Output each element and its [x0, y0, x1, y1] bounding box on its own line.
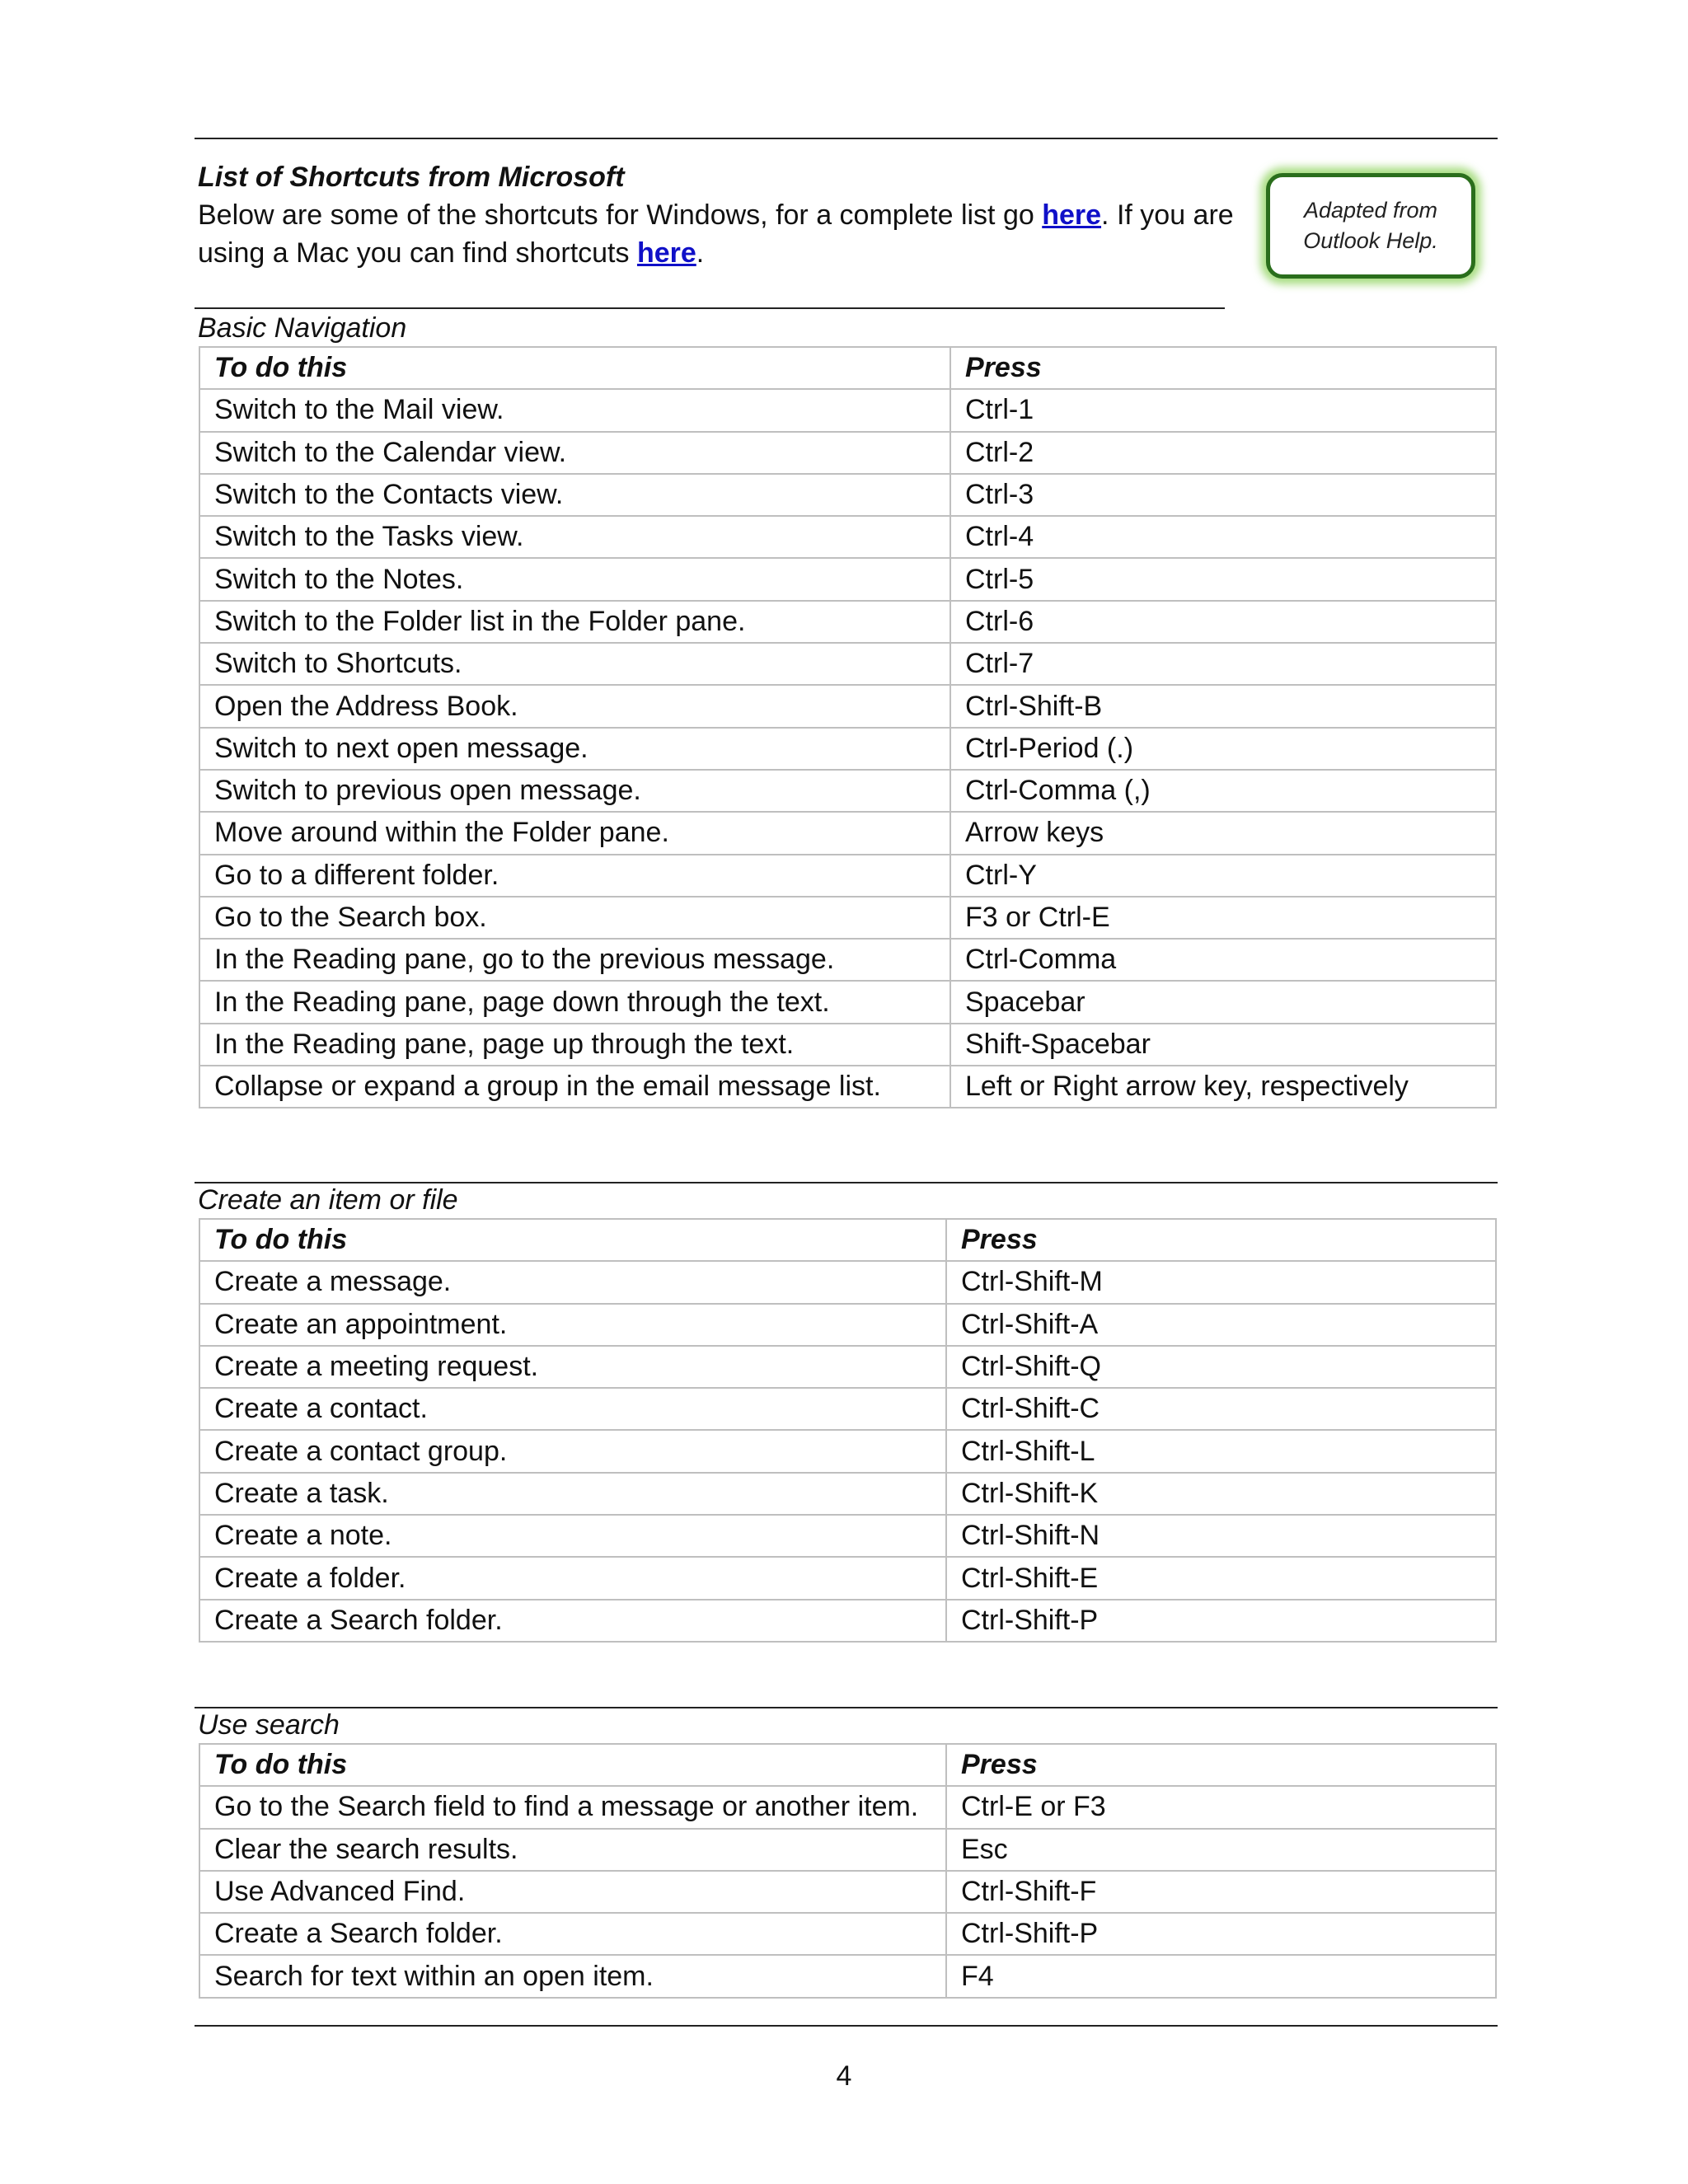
shortcut-cell: Ctrl-Shift-A [946, 1304, 1496, 1346]
shortcut-cell: Ctrl-5 [950, 558, 1496, 600]
table-row [199, 558, 1496, 600]
mac-shortcuts-link[interactable]: here [636, 237, 696, 269]
table-row [199, 1600, 1496, 1642]
header-action: To do this [199, 1744, 946, 1786]
action-cell: In the Reading pane, go to the previous message. [199, 939, 950, 981]
action-cell: Create an appointment. [199, 1304, 946, 1346]
shortcut-cell: Ctrl-6 [950, 601, 1496, 643]
table-row [199, 1430, 1496, 1472]
table-row [199, 770, 1496, 812]
table-row [199, 1024, 1496, 1066]
header-keys: Press [946, 1219, 1496, 1261]
header-action: To do this [199, 1219, 946, 1261]
action-cell: Create a task. [199, 1473, 946, 1515]
table-row [199, 685, 1496, 727]
action-cell: Switch to the Calendar view. [199, 432, 950, 474]
section-divider-search [195, 1707, 1498, 1708]
shortcut-cell: Ctrl-Comma (,) [950, 770, 1496, 812]
action-cell: Move around within the Folder pane. [199, 812, 950, 854]
shortcut-cell: Ctrl-Shift-P [946, 1600, 1496, 1642]
intro-text-part1: Below are some of the shortcuts for Windows, for a complete list go [198, 199, 1043, 231]
action-cell: Open the Address Book. [199, 685, 950, 727]
basic-navigation-table [199, 346, 1497, 1108]
shortcut-cell: Ctrl-Shift-E [946, 1557, 1496, 1599]
table-row [199, 981, 1496, 1023]
section-label-use-search: Use search [198, 1709, 340, 1741]
table-row [199, 1346, 1496, 1388]
shortcut-cell: Ctrl-3 [950, 474, 1496, 516]
action-cell: Switch to previous open message. [199, 770, 950, 812]
intro-paragraph [198, 158, 1236, 272]
table-row [199, 855, 1496, 897]
table-header-row [199, 1219, 1496, 1261]
table-row [199, 1913, 1496, 1955]
action-cell: Switch to the Tasks view. [199, 516, 950, 558]
table-row [199, 474, 1496, 516]
action-cell: Collapse or expand a group in the email message list. [199, 1066, 950, 1108]
section-label-basic-navigation: Basic Navigation [198, 312, 407, 344]
shortcut-cell: Ctrl-7 [950, 643, 1496, 685]
action-cell: Create a message. [199, 1261, 946, 1303]
action-cell: Create a folder. [199, 1557, 946, 1599]
shortcut-cell: Ctrl-Shift-M [946, 1261, 1496, 1303]
table-row [199, 389, 1496, 431]
table-header-row [199, 1744, 1496, 1786]
header-action: To do this [199, 347, 950, 389]
shortcut-cell: Ctrl-Shift-B [950, 685, 1496, 727]
shortcut-cell: Ctrl-Period (.) [950, 728, 1496, 770]
action-cell: Create a contact group. [199, 1430, 946, 1472]
table-row [199, 1871, 1496, 1913]
shortcut-cell: Ctrl-2 [950, 432, 1496, 474]
action-cell: Switch to next open message. [199, 728, 950, 770]
shortcut-cell: Left or Right arrow key, respectively [950, 1066, 1496, 1108]
action-cell: Create a Search folder. [199, 1913, 946, 1955]
shortcut-cell: Ctrl-Shift-K [946, 1473, 1496, 1515]
shortcut-cell: Ctrl-Shift-Q [946, 1346, 1496, 1388]
create-item-table [199, 1218, 1497, 1643]
table-row [199, 1515, 1496, 1557]
shortcut-cell: Spacebar [950, 981, 1496, 1023]
action-cell: Switch to the Mail view. [199, 389, 950, 431]
table-row [199, 1473, 1496, 1515]
shortcut-cell: Arrow keys [950, 812, 1496, 854]
adapted-from-callout [1266, 173, 1475, 279]
action-cell: Go to the Search field to find a message or another item. [199, 1786, 946, 1828]
action-cell: Switch to the Notes. [199, 558, 950, 600]
action-cell: Clear the search results. [199, 1829, 946, 1871]
callout-line-2: Outlook Help. [1303, 228, 1438, 253]
intro-text-part3: . [696, 237, 705, 269]
shortcut-cell: Ctrl-Shift-L [946, 1430, 1496, 1472]
intro-text [198, 196, 1236, 272]
use-search-table [199, 1743, 1497, 1999]
table-row [199, 939, 1496, 981]
windows-shortcuts-link[interactable]: here [1042, 199, 1102, 231]
table-row [199, 728, 1496, 770]
action-cell: Switch to the Folder list in the Folder pane. [199, 601, 950, 643]
page-number: 4 [836, 2060, 852, 2092]
shortcut-cell: Shift-Spacebar [950, 1024, 1496, 1066]
shortcut-cell: Ctrl-4 [950, 516, 1496, 558]
top-rule [195, 138, 1498, 139]
shortcut-cell: Ctrl-1 [950, 389, 1496, 431]
table-row [199, 432, 1496, 474]
table-row [199, 1261, 1496, 1303]
table-row [199, 1829, 1496, 1871]
shortcut-cell: Ctrl-Comma [950, 939, 1496, 981]
action-cell: In the Reading pane, page up through the text. [199, 1024, 950, 1066]
shortcut-cell: Ctrl-Shift-P [946, 1913, 1496, 1955]
action-cell: Search for text within an open item. [199, 1955, 946, 1997]
table-row [199, 643, 1496, 685]
action-cell: Create a note. [199, 1515, 946, 1557]
action-cell: Switch to Shortcuts. [199, 643, 950, 685]
bottom-rule [195, 2025, 1498, 2027]
shortcut-cell: F3 or Ctrl-E [950, 897, 1496, 939]
action-cell: In the Reading pane, page down through the text. [199, 981, 950, 1023]
header-keys: Press [950, 347, 1496, 389]
callout-line-1: Adapted from [1303, 198, 1438, 223]
action-cell: Use Advanced Find. [199, 1871, 946, 1913]
table-row [199, 1955, 1496, 1997]
intro-text-part2: . If you are using a Mac you can find shortcuts [198, 199, 1234, 269]
table-row [199, 1388, 1496, 1430]
action-cell: Switch to the Contacts view. [199, 474, 950, 516]
table-row [199, 897, 1496, 939]
action-cell: Create a contact. [199, 1388, 946, 1430]
shortcut-cell: Ctrl-E or F3 [946, 1786, 1496, 1828]
action-cell: Create a meeting request. [199, 1346, 946, 1388]
action-cell: Go to a different folder. [199, 855, 950, 897]
shortcut-cell: F4 [946, 1955, 1496, 1997]
table-row [199, 1557, 1496, 1599]
shortcut-cell: Ctrl-Shift-F [946, 1871, 1496, 1913]
table-row [199, 1304, 1496, 1346]
shortcut-cell: Ctrl-Shift-N [946, 1515, 1496, 1557]
table-row [199, 812, 1496, 854]
action-cell: Create a Search folder. [199, 1600, 946, 1642]
header-keys: Press [946, 1744, 1496, 1786]
intro-title: List of Shortcuts from Microsoft [198, 162, 625, 193]
action-cell: Go to the Search box. [199, 897, 950, 939]
table-row [199, 601, 1496, 643]
table-row [199, 1786, 1496, 1828]
shortcut-cell: Ctrl-Shift-C [946, 1388, 1496, 1430]
shortcut-cell: Ctrl-Y [950, 855, 1496, 897]
intro-divider [195, 307, 1225, 309]
table-row [199, 516, 1496, 558]
table-header-row [199, 347, 1496, 389]
shortcut-cell: Esc [946, 1829, 1496, 1871]
table-row [199, 1066, 1496, 1108]
section-label-create-item: Create an item or file [198, 1184, 458, 1216]
